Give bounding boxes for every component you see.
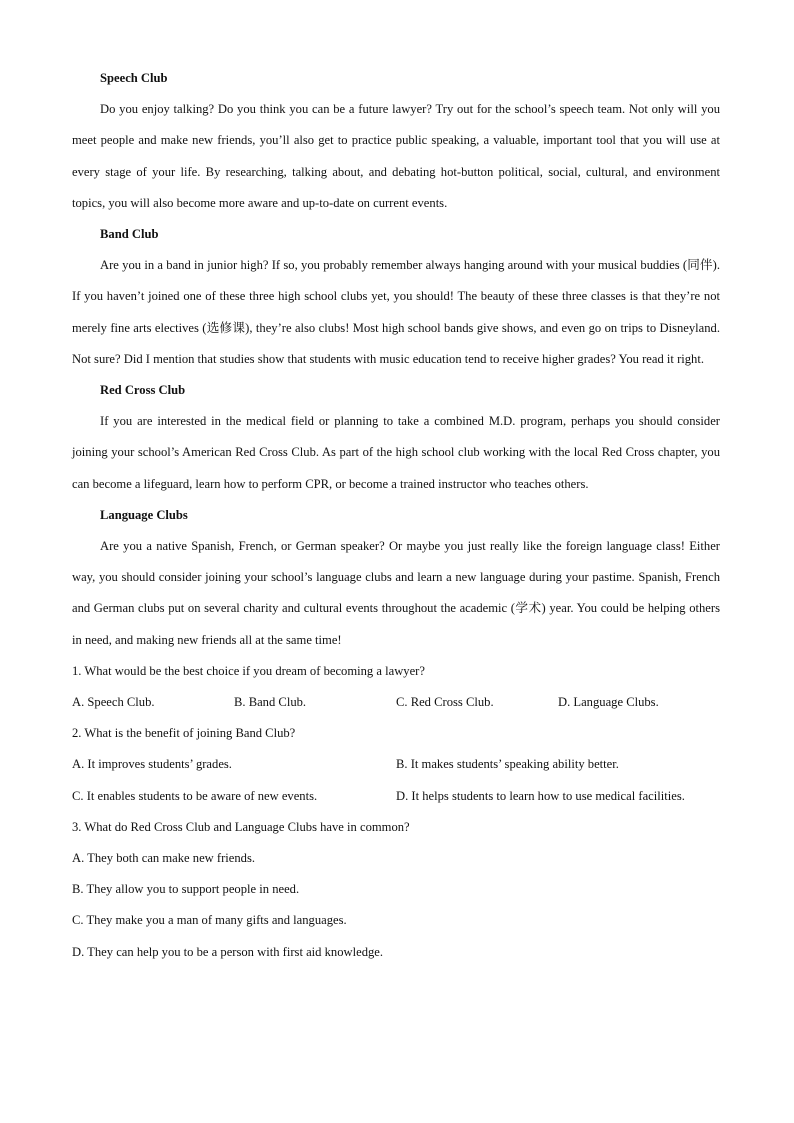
question-3-stem: 3. What do Red Cross Club and Language Clubs have in common?	[72, 819, 410, 834]
question-2-options-row-2	[72, 781, 720, 812]
section-body-band-club: Are you in a band in junior high? If so, you probably remember always hanging around with your musical buddies (同伴). If you haven’t joined one of these three high school clubs yet, you should! The beauty of these three classes is that they’re not merely fine arts electives (选修课), they’re also clubs! Most high school bands give shows, and even go on trips to Disneyland. Not sure? Did I mention that studies show that students with music education tend to receive higher grades? You read it right.	[72, 258, 720, 366]
section-heading-band-club: Band Club	[100, 227, 159, 242]
question-3-option-a: A. They both can make new friends.	[72, 851, 256, 866]
section-body-language-clubs: Are you a native Spanish, French, or German speaker? Or maybe you just really like the foreign language class! Either way, you should consider joining your school’s language clubs and learn a new language during your pastime. Spanish, French and German clubs put on several charity and cultural events throughout the academic (学术) year. You could be helping others in need, and making new friends all at the same time!	[72, 539, 720, 647]
question-1-options	[72, 687, 720, 718]
question-1-option-b: B. Band Club.	[234, 695, 307, 710]
question-2-option-c: C. It enables students to be aware of new events.	[72, 788, 318, 803]
section-body-speech-club: Do you enjoy talking? Do you think you can be a future lawyer? Try out for the school’s speech team. Not only will you meet people and make new friends, you’ll also get to practice public speaking, a valuable, important tool that you will use at every stage of your life. By researching, talking about, and debating hot-button political, social, cultural, and environment topics, you will also become more aware and up-to-date on current events.	[72, 102, 720, 210]
question-1-option-a: A. Speech Club.	[72, 695, 155, 710]
question-1-option-d: D. Language Clubs.	[558, 695, 659, 710]
question-2-option-d: D. It helps students to learn how to use medical facilities.	[396, 788, 685, 803]
section-heading-language-clubs: Language Clubs	[100, 507, 188, 522]
question-2-options-row-1	[72, 749, 720, 780]
section-heading-red-cross-club: Red Cross Club	[100, 383, 186, 398]
question-1-stem: 1. What would be the best choice if you dream of becoming a lawyer?	[72, 663, 425, 678]
section-heading-speech-club: Speech Club	[100, 71, 168, 85]
question-1-option-c: C. Red Cross Club.	[396, 695, 494, 710]
section-body-red-cross-club: If you are interested in the medical field or planning to take a combined M.D. program, perhaps you should consider joining your school’s American Red Cross Club. As part of the high school club working with the local Red Cross chapter, you can become a lifeguard, learn how to perform CPR, or become a trained instructor who teaches others.	[72, 414, 720, 491]
question-2-option-b: B. It makes students’ speaking ability better.	[396, 757, 619, 772]
document-page	[72, 63, 720, 968]
question-3-option-d: D. They can help you to be a person with first aid knowledge.	[72, 944, 384, 959]
question-2-stem: 2. What is the benefit of joining Band Club?	[72, 726, 296, 741]
question-3-option-c: C. They make you a man of many gifts and languages.	[72, 913, 347, 928]
question-2-option-a: A. It improves students’ grades.	[72, 757, 232, 772]
question-3-option-b: B. They allow you to support people in need.	[72, 882, 300, 897]
